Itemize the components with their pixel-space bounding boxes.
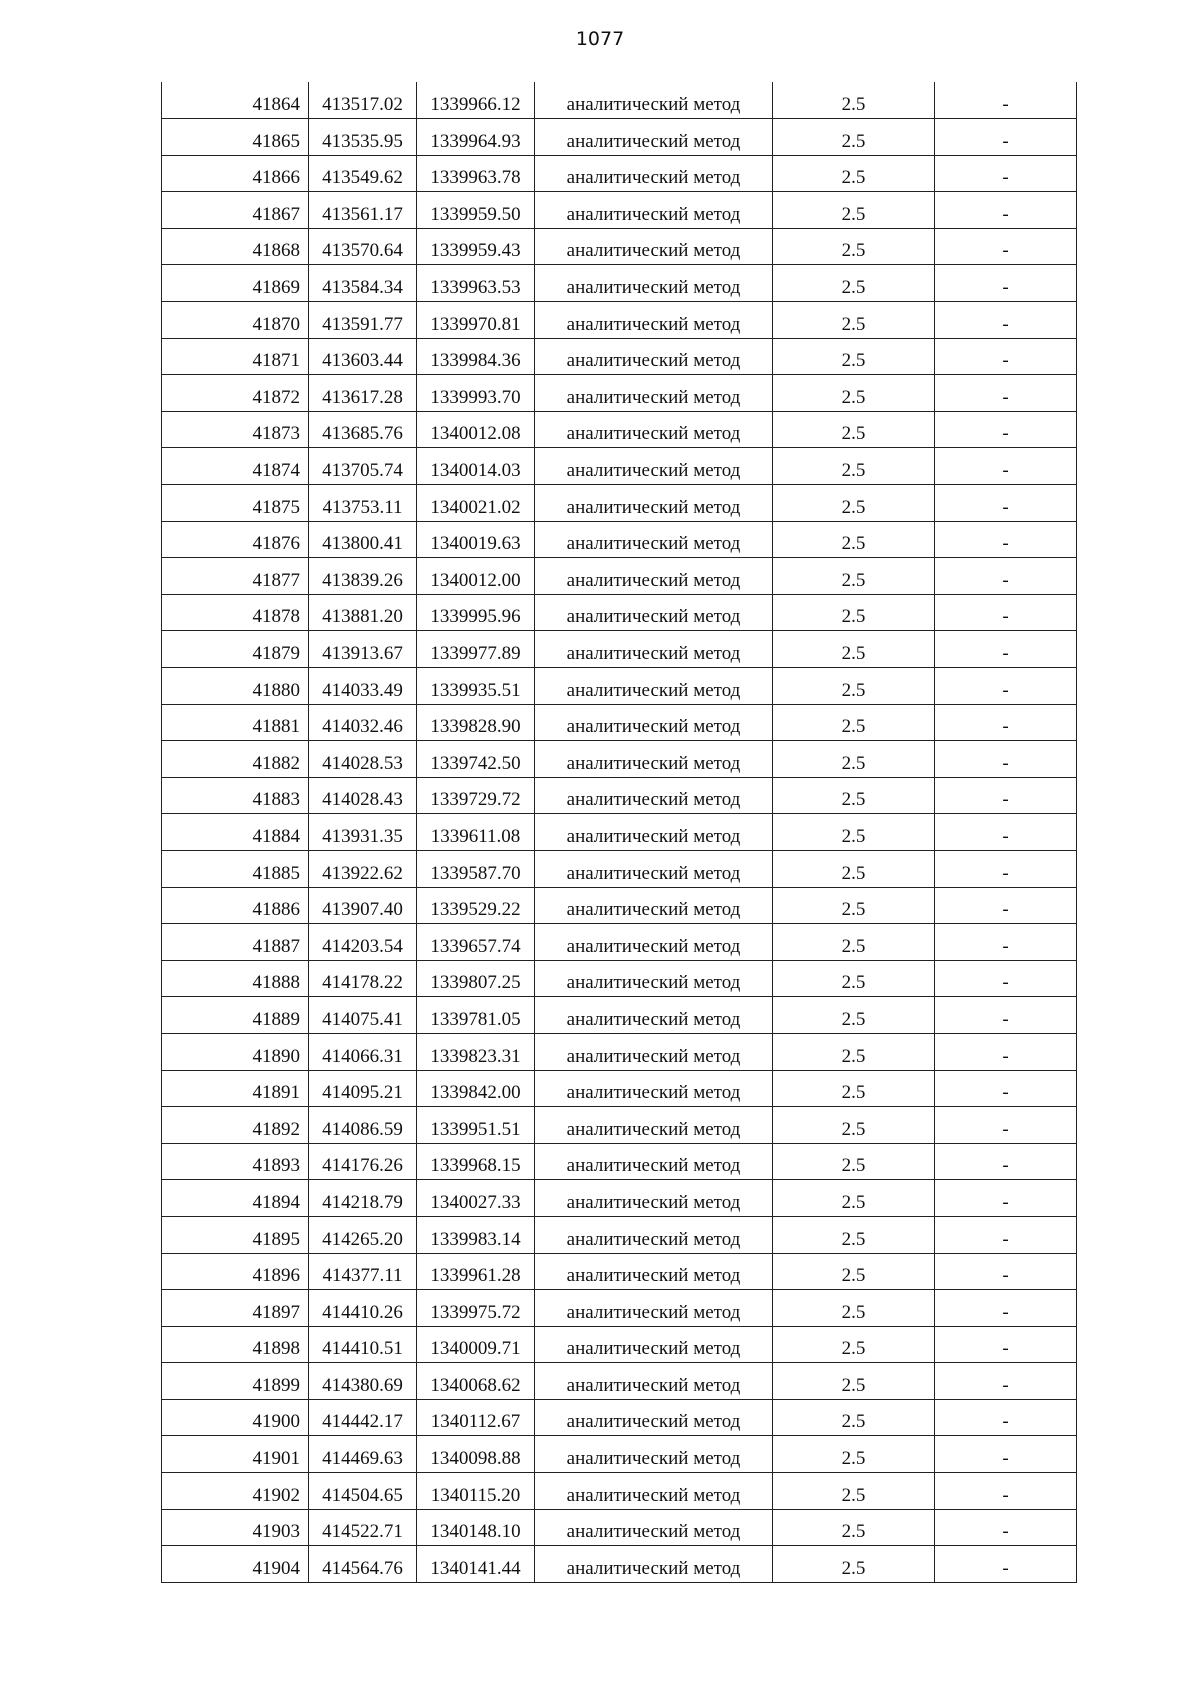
x-coordinate-cell: 414410.51: [309, 1326, 417, 1363]
y-coordinate-cell: 1340115.20: [417, 1473, 535, 1510]
x-coordinate-cell: 414032.46: [309, 704, 417, 741]
y-coordinate-cell: 1339842.00: [417, 1070, 535, 1107]
y-coordinate-cell: 1339961.28: [417, 1253, 535, 1290]
y-coordinate-cell: 1339729.72: [417, 777, 535, 814]
table-row: [162, 1143, 1077, 1180]
table-row: [162, 1363, 1077, 1400]
method-cell: аналитический метод: [535, 521, 773, 558]
point-number-cell: 41879: [162, 631, 309, 668]
x-coordinate-cell: 413753.11: [309, 485, 417, 522]
note-cell: -: [935, 1290, 1077, 1327]
table-row: [162, 631, 1077, 668]
method-cell: аналитический метод: [535, 375, 773, 412]
accuracy-cell: 2.5: [773, 375, 935, 412]
method-cell: аналитический метод: [535, 887, 773, 924]
note-cell: -: [935, 631, 1077, 668]
x-coordinate-cell: 414028.53: [309, 741, 417, 778]
point-number-cell: 41878: [162, 594, 309, 631]
table-row: [162, 924, 1077, 961]
accuracy-cell: 2.5: [773, 228, 935, 265]
table-row: [162, 1216, 1077, 1253]
point-number-cell: 41871: [162, 338, 309, 375]
x-coordinate-cell: 413922.62: [309, 850, 417, 887]
table-row: [162, 814, 1077, 851]
point-number-cell: 41874: [162, 448, 309, 485]
note-cell: -: [935, 668, 1077, 705]
x-coordinate-cell: 414176.26: [309, 1143, 417, 1180]
x-coordinate-cell: 413881.20: [309, 594, 417, 631]
y-coordinate-cell: 1339977.89: [417, 631, 535, 668]
x-coordinate-cell: 413839.26: [309, 558, 417, 595]
point-number-cell: 41887: [162, 924, 309, 961]
note-cell: -: [935, 1070, 1077, 1107]
table-row: [162, 1070, 1077, 1107]
note-cell: -: [935, 777, 1077, 814]
note-cell: -: [935, 302, 1077, 339]
x-coordinate-cell: 413591.77: [309, 302, 417, 339]
accuracy-cell: 2.5: [773, 119, 935, 156]
x-coordinate-cell: 414522.71: [309, 1509, 417, 1546]
note-cell: -: [935, 704, 1077, 741]
method-cell: аналитический метод: [535, 1290, 773, 1327]
method-cell: аналитический метод: [535, 411, 773, 448]
point-number-cell: 41869: [162, 265, 309, 302]
accuracy-cell: 2.5: [773, 485, 935, 522]
table-row: [162, 265, 1077, 302]
point-number-cell: 41870: [162, 302, 309, 339]
note-cell: -: [935, 1180, 1077, 1217]
x-coordinate-cell: 414469.63: [309, 1436, 417, 1473]
point-number-cell: 41896: [162, 1253, 309, 1290]
method-cell: аналитический метод: [535, 192, 773, 229]
point-number-cell: 41899: [162, 1363, 309, 1400]
y-coordinate-cell: 1339611.08: [417, 814, 535, 851]
accuracy-cell: 2.5: [773, 960, 935, 997]
accuracy-cell: 2.5: [773, 155, 935, 192]
point-number-cell: 41885: [162, 850, 309, 887]
y-coordinate-cell: 1339951.51: [417, 1107, 535, 1144]
accuracy-cell: 2.5: [773, 192, 935, 229]
point-number-cell: 41875: [162, 485, 309, 522]
y-coordinate-cell: 1339828.90: [417, 704, 535, 741]
coordinates-table: [161, 82, 1077, 1583]
x-coordinate-cell: 414178.22: [309, 960, 417, 997]
method-cell: аналитический метод: [535, 1180, 773, 1217]
method-cell: аналитический метод: [535, 631, 773, 668]
note-cell: -: [935, 558, 1077, 595]
note-cell: -: [935, 1473, 1077, 1510]
note-cell: -: [935, 850, 1077, 887]
x-coordinate-cell: 413800.41: [309, 521, 417, 558]
x-coordinate-cell: 414203.54: [309, 924, 417, 961]
point-number-cell: 41894: [162, 1180, 309, 1217]
x-coordinate-cell: 414028.43: [309, 777, 417, 814]
point-number-cell: 41890: [162, 1033, 309, 1070]
point-number-cell: 41897: [162, 1290, 309, 1327]
point-number-cell: 41901: [162, 1436, 309, 1473]
y-coordinate-cell: 1339587.70: [417, 850, 535, 887]
x-coordinate-cell: 413705.74: [309, 448, 417, 485]
table-row: [162, 192, 1077, 229]
y-coordinate-cell: 1340012.08: [417, 411, 535, 448]
point-number-cell: 41876: [162, 521, 309, 558]
y-coordinate-cell: 1339823.31: [417, 1033, 535, 1070]
method-cell: аналитический метод: [535, 960, 773, 997]
accuracy-cell: 2.5: [773, 558, 935, 595]
y-coordinate-cell: 1340019.63: [417, 521, 535, 558]
table-row: [162, 741, 1077, 778]
accuracy-cell: 2.5: [773, 1509, 935, 1546]
method-cell: аналитический метод: [535, 814, 773, 851]
x-coordinate-cell: 413617.28: [309, 375, 417, 412]
point-number-cell: 41902: [162, 1473, 309, 1510]
accuracy-cell: 2.5: [773, 1546, 935, 1583]
table-row: [162, 1033, 1077, 1070]
note-cell: -: [935, 1436, 1077, 1473]
accuracy-cell: 2.5: [773, 777, 935, 814]
accuracy-cell: 2.5: [773, 1107, 935, 1144]
note-cell: -: [935, 155, 1077, 192]
point-number-cell: 41873: [162, 411, 309, 448]
accuracy-cell: 2.5: [773, 1070, 935, 1107]
point-number-cell: 41889: [162, 997, 309, 1034]
x-coordinate-cell: 414033.49: [309, 668, 417, 705]
table-row: [162, 448, 1077, 485]
method-cell: аналитический метод: [535, 155, 773, 192]
y-coordinate-cell: 1339993.70: [417, 375, 535, 412]
method-cell: аналитический метод: [535, 594, 773, 631]
accuracy-cell: 2.5: [773, 814, 935, 851]
table-row: [162, 375, 1077, 412]
table-row: [162, 1326, 1077, 1363]
method-cell: аналитический метод: [535, 1253, 773, 1290]
note-cell: -: [935, 375, 1077, 412]
y-coordinate-cell: 1340009.71: [417, 1326, 535, 1363]
table-row: [162, 1509, 1077, 1546]
method-cell: аналитический метод: [535, 558, 773, 595]
method-cell: аналитический метод: [535, 924, 773, 961]
accuracy-cell: 2.5: [773, 924, 935, 961]
x-coordinate-cell: 413685.76: [309, 411, 417, 448]
note-cell: -: [935, 1033, 1077, 1070]
table-row: [162, 1253, 1077, 1290]
point-number-cell: 41865: [162, 119, 309, 156]
table-row: [162, 228, 1077, 265]
x-coordinate-cell: 413535.95: [309, 119, 417, 156]
y-coordinate-cell: 1339742.50: [417, 741, 535, 778]
y-coordinate-cell: 1340148.10: [417, 1509, 535, 1546]
method-cell: аналитический метод: [535, 485, 773, 522]
note-cell: -: [935, 1363, 1077, 1400]
note-cell: -: [935, 521, 1077, 558]
method-cell: аналитический метод: [535, 82, 773, 119]
accuracy-cell: 2.5: [773, 411, 935, 448]
y-coordinate-cell: 1339959.43: [417, 228, 535, 265]
accuracy-cell: 2.5: [773, 1216, 935, 1253]
accuracy-cell: 2.5: [773, 668, 935, 705]
accuracy-cell: 2.5: [773, 1363, 935, 1400]
accuracy-cell: 2.5: [773, 1399, 935, 1436]
method-cell: аналитический метод: [535, 1326, 773, 1363]
note-cell: -: [935, 741, 1077, 778]
table-row: [162, 1399, 1077, 1436]
accuracy-cell: 2.5: [773, 1290, 935, 1327]
point-number-cell: 41881: [162, 704, 309, 741]
x-coordinate-cell: 413549.62: [309, 155, 417, 192]
method-cell: аналитический метод: [535, 1399, 773, 1436]
method-cell: аналитический метод: [535, 302, 773, 339]
accuracy-cell: 2.5: [773, 631, 935, 668]
method-cell: аналитический метод: [535, 777, 773, 814]
accuracy-cell: 2.5: [773, 997, 935, 1034]
x-coordinate-cell: 413561.17: [309, 192, 417, 229]
point-number-cell: 41898: [162, 1326, 309, 1363]
x-coordinate-cell: 413913.67: [309, 631, 417, 668]
y-coordinate-cell: 1339970.81: [417, 302, 535, 339]
table-row: [162, 338, 1077, 375]
y-coordinate-cell: 1339966.12: [417, 82, 535, 119]
note-cell: -: [935, 119, 1077, 156]
note-cell: -: [935, 1107, 1077, 1144]
note-cell: -: [935, 997, 1077, 1034]
note-cell: -: [935, 338, 1077, 375]
point-number-cell: 41903: [162, 1509, 309, 1546]
x-coordinate-cell: 414380.69: [309, 1363, 417, 1400]
point-number-cell: 41884: [162, 814, 309, 851]
table-row: [162, 82, 1077, 119]
point-number-cell: 41888: [162, 960, 309, 997]
table-row: [162, 1290, 1077, 1327]
accuracy-cell: 2.5: [773, 1253, 935, 1290]
method-cell: аналитический метод: [535, 1143, 773, 1180]
accuracy-cell: 2.5: [773, 887, 935, 924]
y-coordinate-cell: 1339807.25: [417, 960, 535, 997]
method-cell: аналитический метод: [535, 1546, 773, 1583]
x-coordinate-cell: 414410.26: [309, 1290, 417, 1327]
y-coordinate-cell: 1339968.15: [417, 1143, 535, 1180]
y-coordinate-cell: 1339975.72: [417, 1290, 535, 1327]
note-cell: -: [935, 960, 1077, 997]
x-coordinate-cell: 414442.17: [309, 1399, 417, 1436]
y-coordinate-cell: 1340112.67: [417, 1399, 535, 1436]
point-number-cell: 41886: [162, 887, 309, 924]
note-cell: -: [935, 448, 1077, 485]
point-number-cell: 41877: [162, 558, 309, 595]
coordinates-table-body: [162, 82, 1077, 1582]
y-coordinate-cell: 1339964.93: [417, 119, 535, 156]
page-number: 1077: [575, 28, 625, 50]
note-cell: -: [935, 887, 1077, 924]
table-row: [162, 302, 1077, 339]
y-coordinate-cell: 1340141.44: [417, 1546, 535, 1583]
method-cell: аналитический метод: [535, 1363, 773, 1400]
note-cell: -: [935, 192, 1077, 229]
point-number-cell: 41883: [162, 777, 309, 814]
y-coordinate-cell: 1339959.50: [417, 192, 535, 229]
accuracy-cell: 2.5: [773, 521, 935, 558]
x-coordinate-cell: 413570.64: [309, 228, 417, 265]
table-row: [162, 594, 1077, 631]
accuracy-cell: 2.5: [773, 1326, 935, 1363]
method-cell: аналитический метод: [535, 119, 773, 156]
x-coordinate-cell: 414086.59: [309, 1107, 417, 1144]
point-number-cell: 41893: [162, 1143, 309, 1180]
method-cell: аналитический метод: [535, 850, 773, 887]
note-cell: -: [935, 411, 1077, 448]
accuracy-cell: 2.5: [773, 1473, 935, 1510]
y-coordinate-cell: 1339529.22: [417, 887, 535, 924]
y-coordinate-cell: 1340012.00: [417, 558, 535, 595]
note-cell: -: [935, 1253, 1077, 1290]
note-cell: -: [935, 594, 1077, 631]
method-cell: аналитический метод: [535, 741, 773, 778]
y-coordinate-cell: 1340027.33: [417, 1180, 535, 1217]
y-coordinate-cell: 1339984.36: [417, 338, 535, 375]
note-cell: -: [935, 1143, 1077, 1180]
method-cell: аналитический метод: [535, 228, 773, 265]
x-coordinate-cell: 413907.40: [309, 887, 417, 924]
y-coordinate-cell: 1340068.62: [417, 1363, 535, 1400]
accuracy-cell: 2.5: [773, 302, 935, 339]
point-number-cell: 41892: [162, 1107, 309, 1144]
method-cell: аналитический метод: [535, 704, 773, 741]
y-coordinate-cell: 1339781.05: [417, 997, 535, 1034]
method-cell: аналитический метод: [535, 668, 773, 705]
y-coordinate-cell: 1340014.03: [417, 448, 535, 485]
y-coordinate-cell: 1339983.14: [417, 1216, 535, 1253]
method-cell: аналитический метод: [535, 1070, 773, 1107]
accuracy-cell: 2.5: [773, 1180, 935, 1217]
method-cell: аналитический метод: [535, 448, 773, 485]
point-number-cell: 41900: [162, 1399, 309, 1436]
point-number-cell: 41867: [162, 192, 309, 229]
x-coordinate-cell: 414066.31: [309, 1033, 417, 1070]
table-row: [162, 960, 1077, 997]
accuracy-cell: 2.5: [773, 850, 935, 887]
y-coordinate-cell: 1340098.88: [417, 1436, 535, 1473]
accuracy-cell: 2.5: [773, 594, 935, 631]
table-row: [162, 411, 1077, 448]
note-cell: -: [935, 1399, 1077, 1436]
y-coordinate-cell: 1339995.96: [417, 594, 535, 631]
point-number-cell: 41882: [162, 741, 309, 778]
table-row: [162, 558, 1077, 595]
x-coordinate-cell: 414504.65: [309, 1473, 417, 1510]
table-row: [162, 485, 1077, 522]
note-cell: -: [935, 924, 1077, 961]
point-number-cell: 41866: [162, 155, 309, 192]
point-number-cell: 41864: [162, 82, 309, 119]
point-number-cell: 41872: [162, 375, 309, 412]
method-cell: аналитический метод: [535, 1436, 773, 1473]
x-coordinate-cell: 414564.76: [309, 1546, 417, 1583]
table-row: [162, 119, 1077, 156]
point-number-cell: 41880: [162, 668, 309, 705]
y-coordinate-cell: 1339963.78: [417, 155, 535, 192]
table-row: [162, 997, 1077, 1034]
method-cell: аналитический метод: [535, 997, 773, 1034]
table-row: [162, 155, 1077, 192]
x-coordinate-cell: 414218.79: [309, 1180, 417, 1217]
y-coordinate-cell: 1340021.02: [417, 485, 535, 522]
note-cell: -: [935, 485, 1077, 522]
accuracy-cell: 2.5: [773, 265, 935, 302]
accuracy-cell: 2.5: [773, 448, 935, 485]
point-number-cell: 41904: [162, 1546, 309, 1583]
note-cell: -: [935, 814, 1077, 851]
x-coordinate-cell: 413584.34: [309, 265, 417, 302]
method-cell: аналитический метод: [535, 1473, 773, 1510]
x-coordinate-cell: 414377.11: [309, 1253, 417, 1290]
method-cell: аналитический метод: [535, 1107, 773, 1144]
table-row: [162, 704, 1077, 741]
table-row: [162, 1473, 1077, 1510]
accuracy-cell: 2.5: [773, 1143, 935, 1180]
point-number-cell: 41868: [162, 228, 309, 265]
accuracy-cell: 2.5: [773, 338, 935, 375]
x-coordinate-cell: 414095.21: [309, 1070, 417, 1107]
note-cell: -: [935, 1509, 1077, 1546]
table-row: [162, 887, 1077, 924]
x-coordinate-cell: 413517.02: [309, 82, 417, 119]
point-number-cell: 41895: [162, 1216, 309, 1253]
method-cell: аналитический метод: [535, 1509, 773, 1546]
note-cell: -: [935, 265, 1077, 302]
x-coordinate-cell: 413603.44: [309, 338, 417, 375]
y-coordinate-cell: 1339963.53: [417, 265, 535, 302]
accuracy-cell: 2.5: [773, 704, 935, 741]
method-cell: аналитический метод: [535, 1033, 773, 1070]
note-cell: -: [935, 82, 1077, 119]
table-row: [162, 777, 1077, 814]
table-row: [162, 1180, 1077, 1217]
method-cell: аналитический метод: [535, 265, 773, 302]
point-number-cell: 41891: [162, 1070, 309, 1107]
y-coordinate-cell: 1339935.51: [417, 668, 535, 705]
x-coordinate-cell: 414265.20: [309, 1216, 417, 1253]
y-coordinate-cell: 1339657.74: [417, 924, 535, 961]
method-cell: аналитический метод: [535, 1216, 773, 1253]
accuracy-cell: 2.5: [773, 1033, 935, 1070]
x-coordinate-cell: 413931.35: [309, 814, 417, 851]
accuracy-cell: 2.5: [773, 741, 935, 778]
method-cell: аналитический метод: [535, 338, 773, 375]
table-row: [162, 1436, 1077, 1473]
table-row: [162, 1107, 1077, 1144]
accuracy-cell: 2.5: [773, 1436, 935, 1473]
table-row: [162, 668, 1077, 705]
note-cell: -: [935, 228, 1077, 265]
table-row: [162, 521, 1077, 558]
table-row: [162, 1546, 1077, 1583]
note-cell: -: [935, 1546, 1077, 1583]
note-cell: -: [935, 1216, 1077, 1253]
x-coordinate-cell: 414075.41: [309, 997, 417, 1034]
table-row: [162, 850, 1077, 887]
note-cell: -: [935, 1326, 1077, 1363]
accuracy-cell: 2.5: [773, 82, 935, 119]
